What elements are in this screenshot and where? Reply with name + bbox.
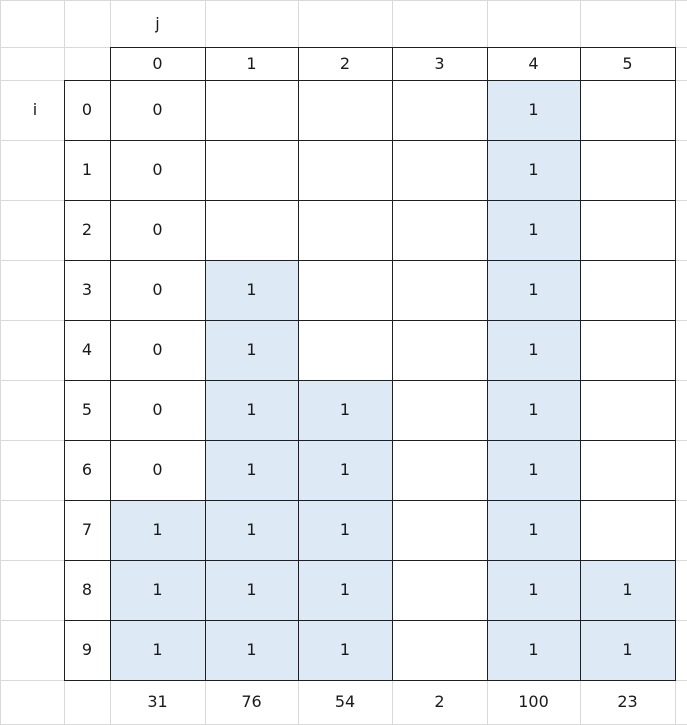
gridline-h xyxy=(0,0,687,1)
table-cell-7-4[interactable]: 1 xyxy=(487,500,580,560)
i-label[interactable]: i xyxy=(32,100,38,119)
table-cell-1-2[interactable] xyxy=(298,140,392,200)
table-cell-9-2[interactable]: 1 xyxy=(298,620,392,680)
table-cell-3-1[interactable]: 1 xyxy=(205,260,298,320)
table-cell-7-2[interactable]: 1 xyxy=(298,500,392,560)
table-cell-1-3[interactable] xyxy=(392,140,487,200)
total-cell-1[interactable]: 76 xyxy=(241,692,262,711)
table-cell-9-1[interactable]: 1 xyxy=(205,620,298,680)
table-cell-4-2[interactable] xyxy=(298,320,392,380)
table-cell-1-1[interactable] xyxy=(205,140,298,200)
row-header-2[interactable]: 2 xyxy=(81,220,93,239)
table-cell-6-1[interactable]: 1 xyxy=(205,440,298,500)
total-cell-3[interactable]: 2 xyxy=(434,692,445,711)
gridline-v xyxy=(675,0,676,724)
row-header-8[interactable]: 8 xyxy=(81,580,93,599)
col-header-1[interactable]: 1 xyxy=(246,53,257,73)
table-cell-7-0[interactable]: 1 xyxy=(110,500,205,560)
table-cell-7-3[interactable] xyxy=(392,500,487,560)
table-cell-5-1[interactable]: 1 xyxy=(205,380,298,440)
table-cell-1-0[interactable]: 0 xyxy=(152,160,163,179)
table-cell-2-3[interactable] xyxy=(392,200,487,260)
total-cell-0[interactable]: 31 xyxy=(147,692,168,711)
row-header-5[interactable]: 5 xyxy=(81,400,93,419)
total-cell-4[interactable]: 100 xyxy=(518,692,549,711)
table-cell-7-1[interactable]: 1 xyxy=(205,500,298,560)
table-cell-3-3[interactable] xyxy=(392,260,487,320)
table-cell-5-3[interactable] xyxy=(392,380,487,440)
table-cell-9-4[interactable]: 1 xyxy=(487,620,580,680)
row-header-6[interactable]: 6 xyxy=(81,460,93,479)
table-cell-2-5[interactable] xyxy=(580,200,675,260)
table-cell-9-3[interactable] xyxy=(392,620,487,680)
table-cell-7-5[interactable] xyxy=(580,500,675,560)
row-header-3[interactable]: 3 xyxy=(81,280,93,299)
table-cell-5-5[interactable] xyxy=(580,380,675,440)
table-cell-8-3[interactable] xyxy=(392,560,487,620)
table-cell-4-1[interactable]: 1 xyxy=(205,320,298,380)
table-cell-0-3[interactable] xyxy=(392,80,487,140)
row-header-7[interactable]: 7 xyxy=(81,520,93,539)
row-header-4[interactable]: 4 xyxy=(81,340,93,359)
table-cell-2-4[interactable]: 1 xyxy=(487,200,580,260)
table-cell-1-4[interactable]: 1 xyxy=(487,140,580,200)
table-cell-6-2[interactable]: 1 xyxy=(298,440,392,500)
total-cell-2[interactable]: 54 xyxy=(334,692,356,711)
border-line-v xyxy=(675,47,676,681)
table-cell-0-0[interactable]: 0 xyxy=(152,100,163,119)
row-header-1[interactable]: 1 xyxy=(81,160,93,179)
table-cell-9-5[interactable]: 1 xyxy=(580,620,675,680)
table-cell-0-2[interactable] xyxy=(298,80,392,140)
table-cell-3-5[interactable] xyxy=(580,260,675,320)
table-cell-6-0[interactable]: 0 xyxy=(152,460,163,479)
col-header-2[interactable]: 2 xyxy=(339,53,351,73)
table-cell-5-0[interactable]: 0 xyxy=(152,400,163,419)
table-cell-3-4[interactable]: 1 xyxy=(487,260,580,320)
table-cell-3-2[interactable] xyxy=(298,260,392,320)
table-cell-8-2[interactable]: 1 xyxy=(298,560,392,620)
table-cell-6-4[interactable]: 1 xyxy=(487,440,580,500)
row-header-0[interactable]: 0 xyxy=(81,100,93,119)
row-header-9[interactable]: 9 xyxy=(81,640,93,659)
table-cell-0-5[interactable] xyxy=(580,80,675,140)
table-cell-4-0[interactable]: 0 xyxy=(152,340,163,359)
table-cell-4-5[interactable] xyxy=(580,320,675,380)
table-cell-0-1[interactable] xyxy=(205,80,298,140)
table-cell-5-4[interactable]: 1 xyxy=(487,380,580,440)
table-cell-8-0[interactable]: 1 xyxy=(110,560,205,620)
col-header-5[interactable]: 5 xyxy=(622,53,633,73)
table-cell-4-4[interactable]: 1 xyxy=(487,320,580,380)
table-cell-6-3[interactable] xyxy=(392,440,487,500)
table-cell-9-0[interactable]: 1 xyxy=(110,620,205,680)
table-cell-2-2[interactable] xyxy=(298,200,392,260)
col-header-4[interactable]: 4 xyxy=(528,53,539,73)
table-cell-2-1[interactable] xyxy=(205,200,298,260)
col-header-3[interactable]: 3 xyxy=(434,53,445,73)
table-cell-0-4[interactable]: 1 xyxy=(487,80,580,140)
table-cell-6-5[interactable] xyxy=(580,440,675,500)
col-header-0[interactable]: 0 xyxy=(152,53,163,73)
table-cell-3-0[interactable]: 0 xyxy=(152,280,163,299)
table-cell-5-2[interactable]: 1 xyxy=(298,380,392,440)
table-cell-4-3[interactable] xyxy=(392,320,487,380)
table-cell-8-5[interactable]: 1 xyxy=(580,560,675,620)
table-cell-8-1[interactable]: 1 xyxy=(205,560,298,620)
table-cell-8-4[interactable]: 1 xyxy=(487,560,580,620)
total-cell-5[interactable]: 23 xyxy=(617,692,638,711)
j-label[interactable]: j xyxy=(155,13,160,33)
table-cell-2-0[interactable]: 0 xyxy=(152,220,163,239)
table-cell-1-5[interactable] xyxy=(580,140,675,200)
